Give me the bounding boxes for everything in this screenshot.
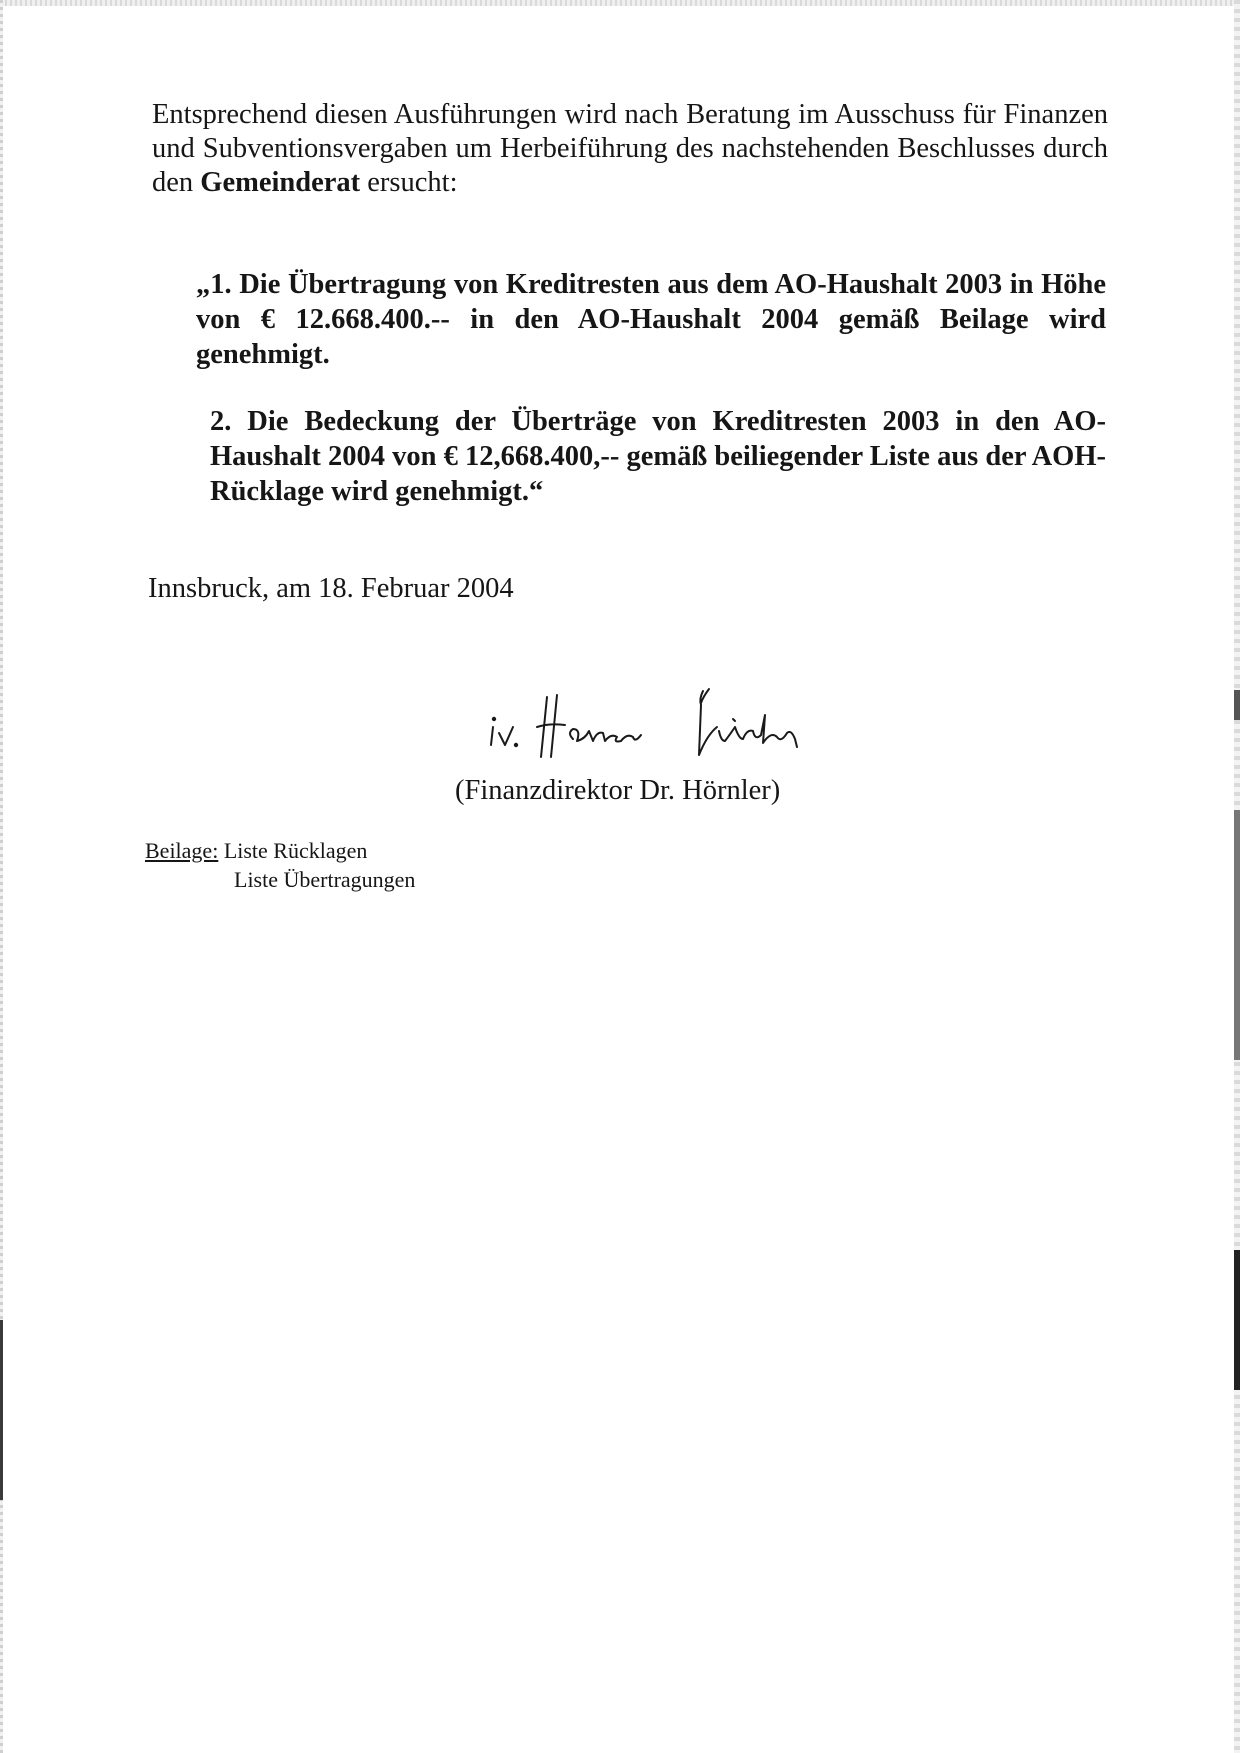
enclosure-item: Liste Rücklagen [223,838,368,863]
intro-bold-term: Gemeinderat [200,167,361,198]
scan-edge-top [0,0,1240,6]
resolution-item-1-prefix: „1. [196,269,240,300]
scan-edge-right-mark [1234,810,1240,1060]
resolution-item-2-text: Die Bedeckung der Überträge von Kreditresten 2003 in den AO-Haushalt 2004 von € 12,668.400,-- gemäß beiliegender Liste aus der AOH-Rücklage wird genehmigt.“ [210,406,1106,507]
enclosure-item: Liste Übertragungen [234,867,416,892]
resolution-item-1 [196,267,1106,372]
resolution-item-2-prefix: 2. [210,406,248,437]
intro-text-after: ersucht: [360,167,458,198]
enclosure-label: Beilage: [145,838,219,863]
place-date: Innsbruck, am 18. Februar 2004 [148,573,514,604]
enclosure [145,836,415,894]
intro-paragraph [152,98,1108,200]
scan-edge-right-mark [1234,1250,1240,1390]
scan-edge-left-mark [0,1320,3,1500]
intro-text-before: Entsprechend diesen Ausführungen wird nach Beratung im Ausschuss für Finanzen und Subventionsvergaben um Herbeiführung des nachstehenden Beschlusses durch den [152,99,1108,198]
resolution-item-2 [196,404,1106,509]
resolution-item-1-text: Die Übertragung von Kreditresten aus dem AO-Haushalt 2003 in Höhe von € 12.668.400.-- in den AO-Haushalt 2004 gemäß Beilage wird genehmigt. [196,269,1107,370]
signer-name: (Finanzdirektor Dr. Hörnler) [455,775,781,806]
scan-edge-right-mark [1234,690,1240,720]
handwritten-signature [485,675,835,770]
